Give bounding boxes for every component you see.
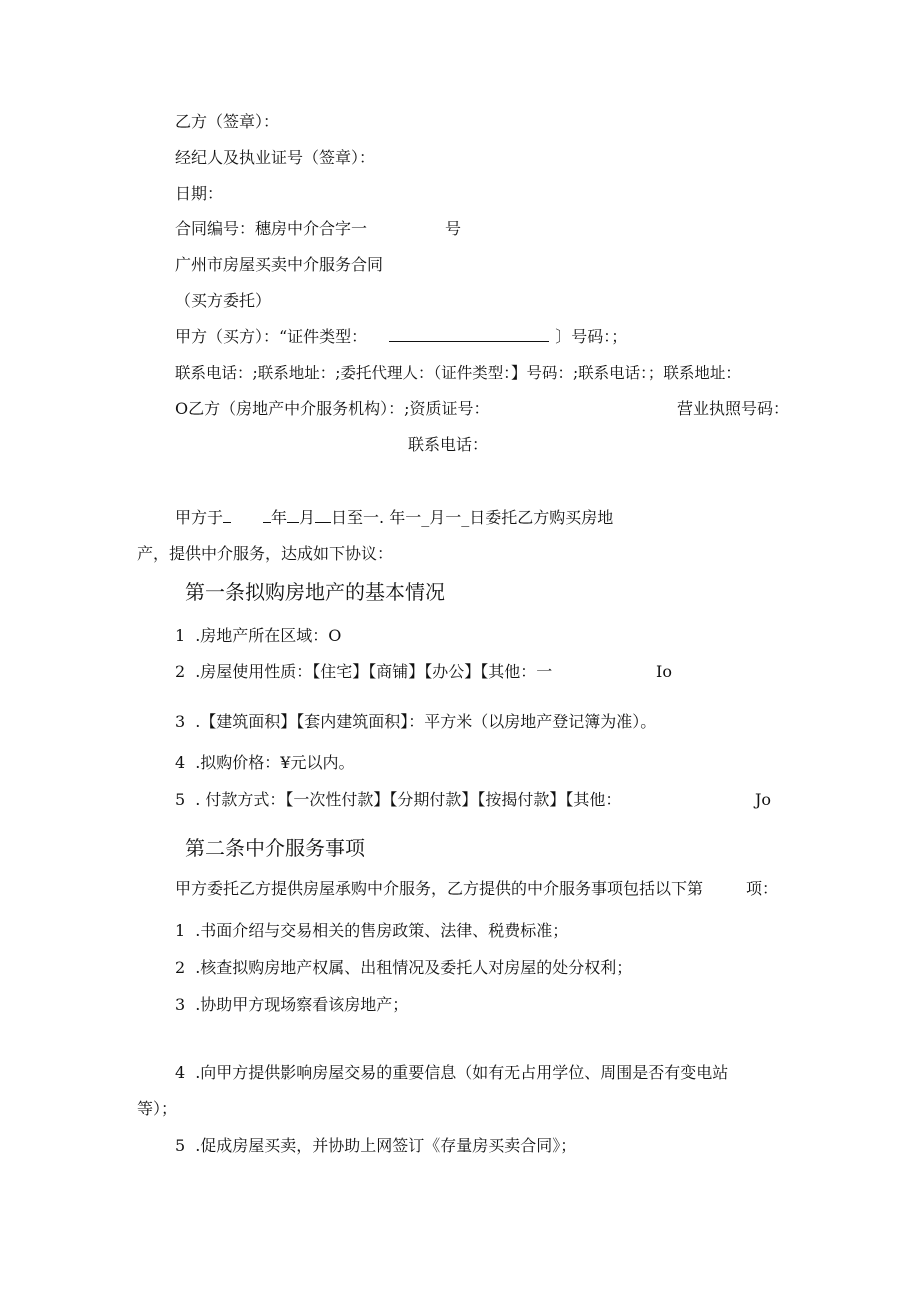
party-b-line-right: 营业执照号码： (677, 399, 790, 418)
article-2-intro-right: 项： (746, 879, 779, 898)
article-2-item-continuation: 等）； (137, 1099, 178, 1118)
article-1-item: 2 .房屋使用性质：【住宅】【商铺】【办公】【其他：一 (175, 662, 553, 681)
article-1-item-tail: Jo (755, 790, 772, 809)
article-1-item-tail: Io (656, 662, 672, 681)
article-2-item: 3 .协助甲方现场察看该房地产； (175, 995, 409, 1014)
party-a-prefix: 甲方（买方）：“证件类型： (175, 327, 368, 346)
party-b-line-left: O乙方（房地产中介服务机构）：;资质证号： (175, 399, 490, 418)
party-a-line (175, 326, 627, 348)
article-2-item: 4 .向甲方提供影响房屋交易的重要信息（如有无占用学位、周围是否有变电站 (175, 1063, 729, 1082)
contract-number-suffix: 号 (445, 219, 462, 238)
article-1-item: 4 .拟购价格：¥元以内。 (175, 753, 355, 772)
intro-line-1 (175, 507, 613, 529)
contract-number-line (175, 218, 461, 240)
article-2-item: 1 .书面介绍与交易相关的售房政策、法律、税费标准； (175, 921, 569, 940)
id-type-blank (389, 327, 549, 342)
contract-subtitle: （买方委托） (175, 291, 272, 310)
intro-part-2: 年 (271, 508, 288, 527)
article-2-item: 2 .核查拟购房地产权属、出租情况及委托人对房屋的处分权利； (175, 958, 633, 977)
intro-part-3: 月 (299, 508, 316, 527)
article-2-heading: 第二条中介服务事项 (185, 836, 365, 860)
contract-number-prefix: 合同编号：穗房中介合字一 (175, 219, 368, 238)
article-1-heading: 第一条拟购房地产的基本情况 (185, 580, 445, 604)
agent-seal-line: 经纪人及执业证号（签章）： (175, 148, 376, 167)
contract-title: 广州市房屋买卖中介服务合同 (175, 255, 384, 274)
party-b-phone: 联系电话： (408, 435, 489, 454)
party-a-suffix: 〕号码：； (555, 327, 628, 346)
intro-part-4: 日至一. 年一_月一_日委托乙方购买房地 (331, 508, 614, 527)
article-2-item: 5 .促成房屋买卖，并协助上网签订《存量房买卖合同》； (175, 1136, 577, 1155)
party-b-seal-line: 乙方（签章）： (175, 112, 280, 131)
intro-part-1: 甲方于 (175, 508, 224, 527)
article-1-item: 5 . 付款方式：【一次性付款】【分期付款】【按揭付款】【其他： (175, 790, 622, 809)
article-1-item: 3 .【建筑面积】【套内建筑面积】：平方米（以房地产登记簿为准）。 (175, 712, 657, 731)
date-line: 日期： (175, 184, 224, 203)
article-1-item: 1 .房地产所在区域：O (175, 626, 342, 645)
intro-line-2: 产，提供中介服务，达成如下协议： (137, 544, 394, 563)
contact-line: 联系电话：;联系地址：;委托代理人：（证件类型：】号码：;联系电话：；联系地址： (175, 364, 741, 382)
article-2-intro-left: 甲方委托乙方提供房屋承购中介服务，乙方提供的中介服务事项包括以下第 (175, 879, 704, 898)
